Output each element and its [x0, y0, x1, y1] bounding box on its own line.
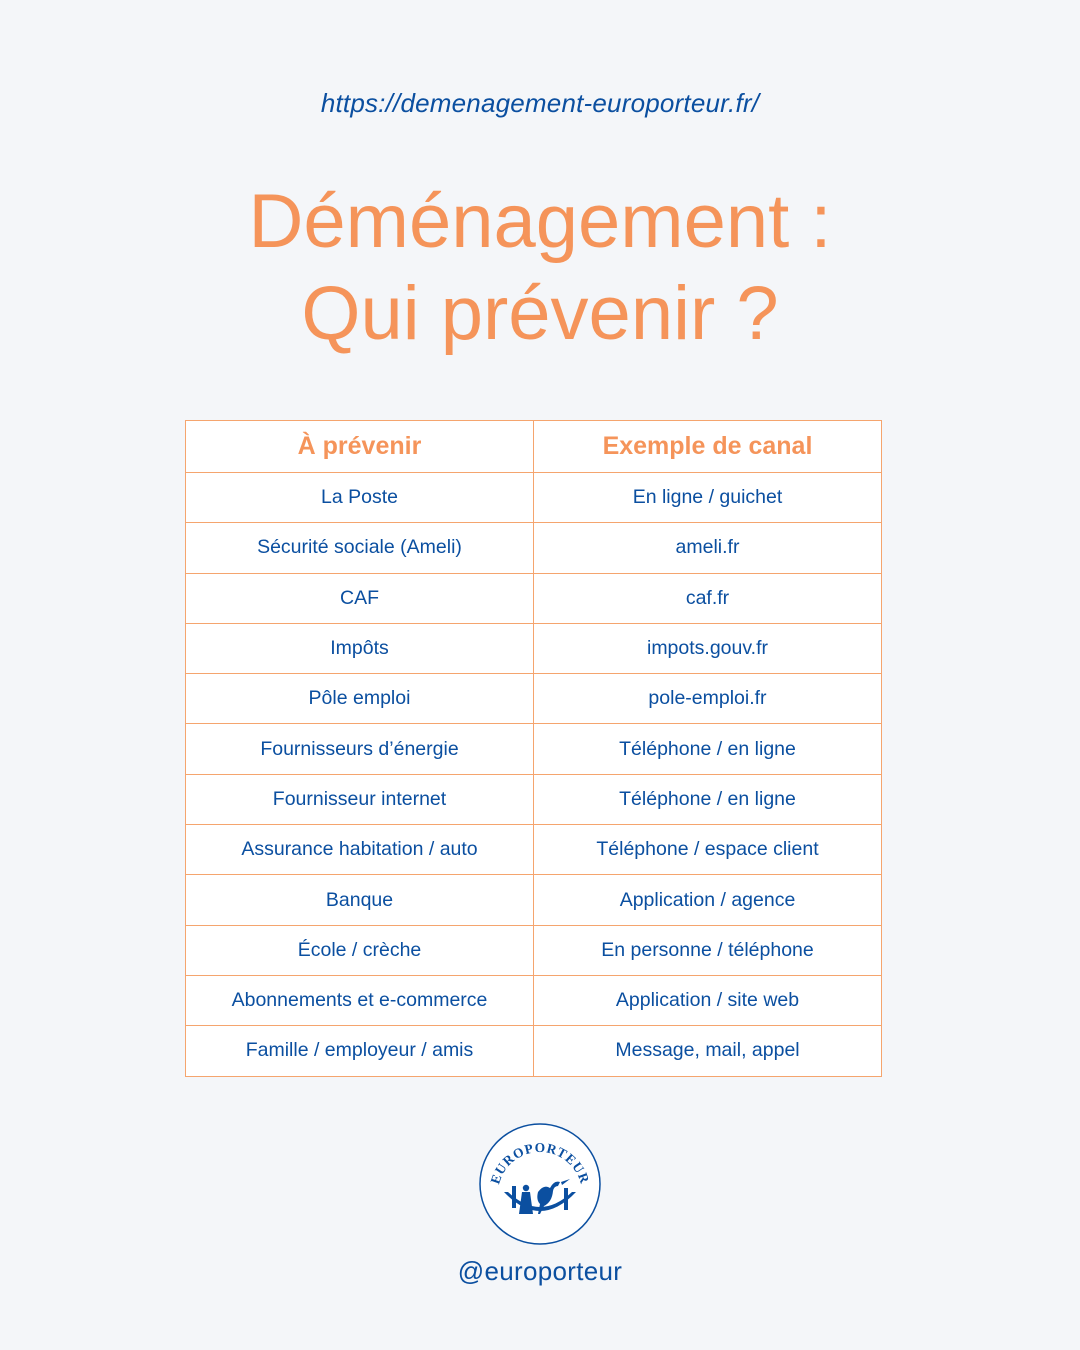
column-header-channel: Exemple de canal [534, 421, 882, 473]
cell-channel: ameli.fr [534, 523, 882, 573]
cell-contact: Pôle emploi [186, 674, 534, 724]
table-header-row [186, 421, 882, 473]
cell-contact: Fournisseur internet [186, 774, 534, 824]
table-row [186, 473, 882, 523]
table-row [186, 724, 882, 774]
table-row [186, 573, 882, 623]
cell-channel: Téléphone / en ligne [534, 774, 882, 824]
cell-contact: Impôts [186, 623, 534, 673]
cell-channel: Application / site web [534, 975, 882, 1025]
cell-contact: Fournisseurs d’énergie [186, 724, 534, 774]
contacts-table [185, 420, 882, 1077]
cell-contact: Assurance habitation / auto [186, 825, 534, 875]
logo-text: EUROPORTEUR [487, 1139, 593, 1186]
social-handle[interactable]: @europorteur [457, 1256, 623, 1286]
cell-channel: Application / agence [534, 875, 882, 925]
table-row [186, 623, 882, 673]
cell-channel: Message, mail, appel [534, 1026, 882, 1076]
cell-channel: pole-emploi.fr [534, 674, 882, 724]
table-row [186, 774, 882, 824]
cell-channel: En ligne / guichet [534, 473, 882, 523]
cell-channel: caf.fr [534, 573, 882, 623]
website-url[interactable]: https://demenagement-europorteur.fr/ [320, 88, 760, 118]
cell-contact: Banque [186, 875, 534, 925]
column-header-contact: À prévenir [186, 421, 534, 473]
europorteur-logo[interactable] [478, 1122, 602, 1246]
cell-channel: Téléphone / espace client [534, 825, 882, 875]
cell-contact: École / crèche [186, 925, 534, 975]
table-row [186, 875, 882, 925]
cell-contact: Abonnements et e-commerce [186, 975, 534, 1025]
cell-contact: Famille / employeur / amis [186, 1026, 534, 1076]
table-row [186, 523, 882, 573]
cell-channel: En personne / téléphone [534, 925, 882, 975]
title-line-2: Qui prévenir ? [301, 271, 779, 356]
cell-contact: Sécurité sociale (Ameli) [186, 523, 534, 573]
title-line-1: Déménagement : [248, 179, 832, 264]
table-row [186, 925, 882, 975]
cell-channel: impots.gouv.fr [534, 623, 882, 673]
table-row [186, 975, 882, 1025]
page-title [0, 176, 1080, 360]
cell-contact: La Poste [186, 473, 534, 523]
cell-channel: Téléphone / en ligne [534, 724, 882, 774]
cell-contact: CAF [186, 573, 534, 623]
table-row [186, 1026, 882, 1076]
table-row [186, 825, 882, 875]
table-row [186, 674, 882, 724]
